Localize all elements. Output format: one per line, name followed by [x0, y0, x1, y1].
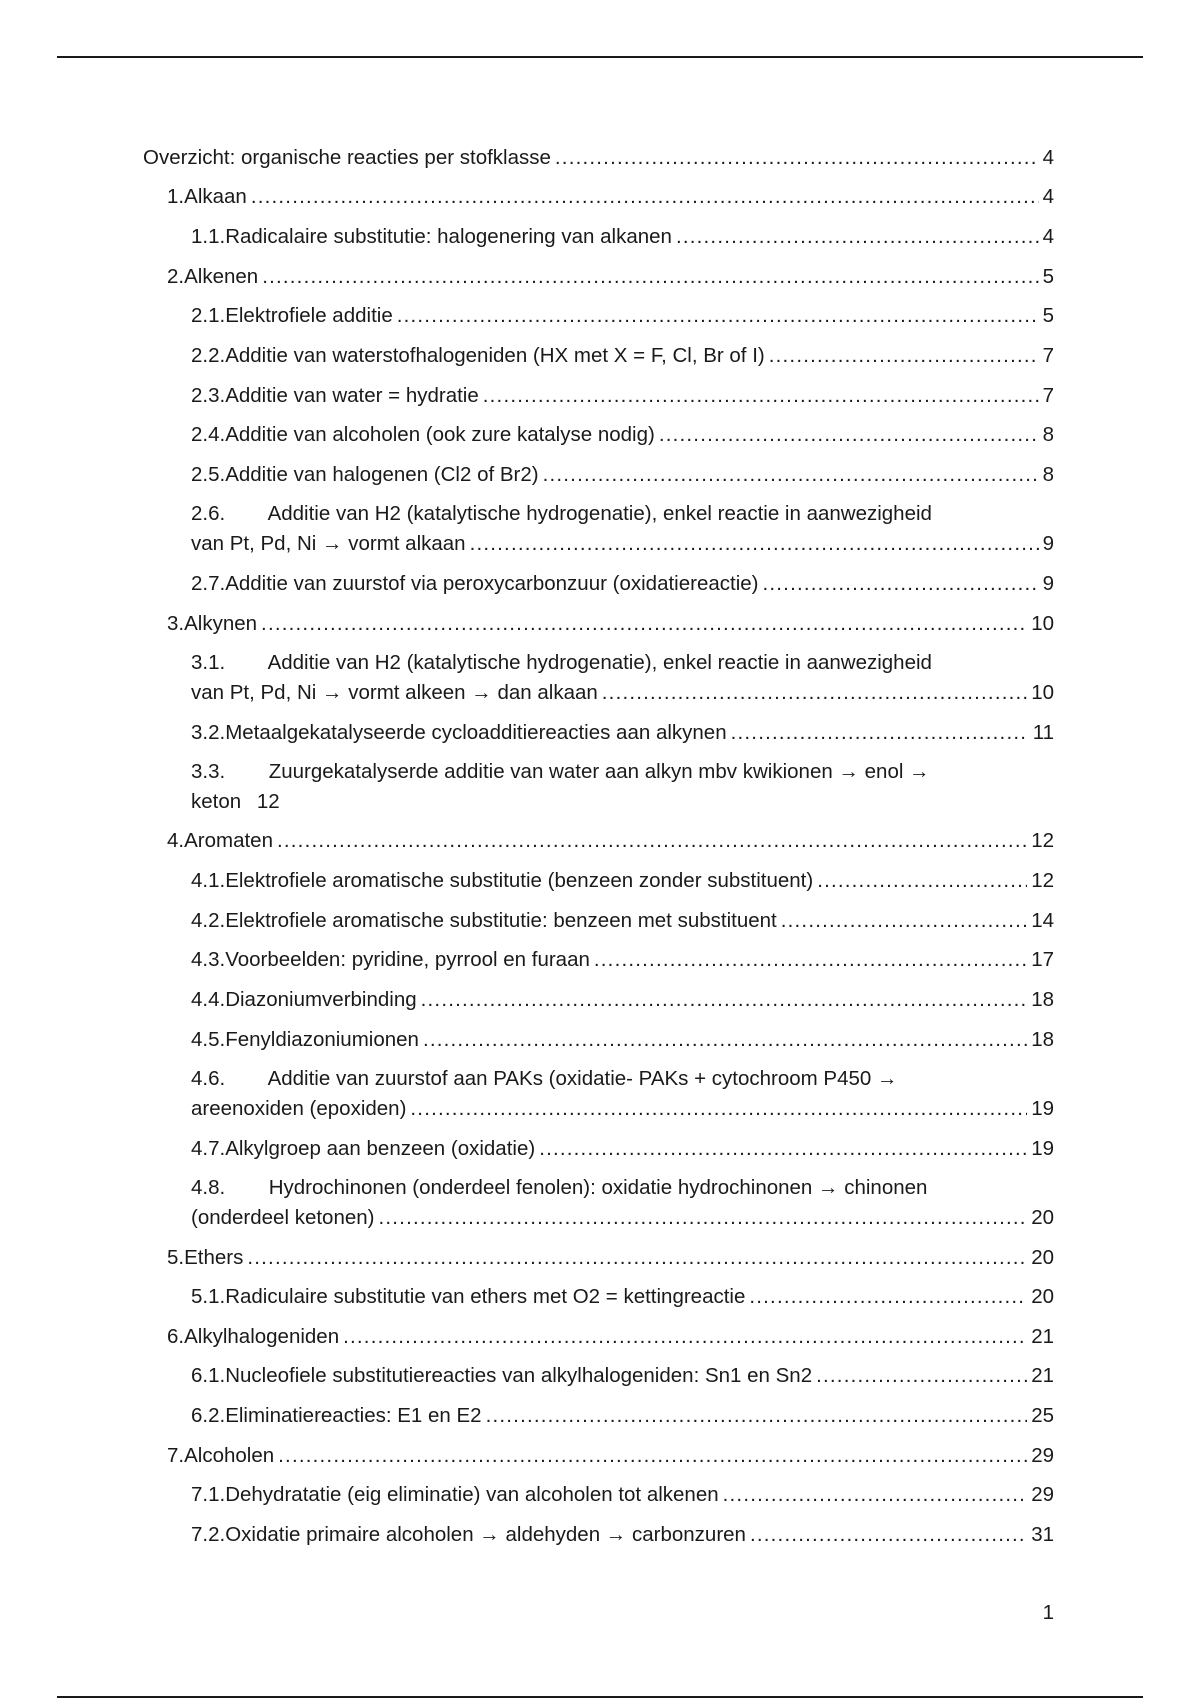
dot-leader: [251, 182, 1039, 212]
toc-page: 10: [1031, 681, 1054, 704]
toc-entry-1[interactable]: [167, 182, 1054, 212]
toc-entry-2-1[interactable]: [191, 301, 1054, 331]
toc-entry-4-1[interactable]: [191, 866, 1054, 896]
toc-number: 4.5.: [191, 1028, 226, 1051]
toc-entry-3[interactable]: [167, 609, 1054, 639]
toc-title: Oxidatie primaire alcoholen → aldehyden → carbonzuren: [225, 1523, 746, 1546]
toc-page: 5: [1042, 304, 1054, 327]
toc-entry-6[interactable]: [167, 1322, 1054, 1352]
toc-number: 3.: [167, 612, 185, 635]
dot-leader: [277, 826, 1027, 856]
toc-page: 8: [1042, 463, 1054, 486]
toc-page: 29: [1031, 1444, 1054, 1467]
toc-entry-4-3[interactable]: [191, 945, 1054, 975]
toc-page: 20: [1031, 1246, 1054, 1269]
toc-page: 4: [1042, 185, 1054, 208]
toc-page: 12: [256, 790, 280, 813]
toc-entry-overview[interactable]: [143, 143, 1054, 173]
toc-number: 5.1.: [191, 1285, 226, 1308]
toc-entry-5-1[interactable]: [191, 1282, 1054, 1312]
toc-entry-2-4[interactable]: [191, 420, 1054, 450]
toc-title: Fenyldiazoniumionen: [225, 1028, 419, 1051]
toc-number: 6.2.: [191, 1404, 226, 1427]
toc-page: 31: [1031, 1523, 1054, 1546]
dot-leader: [659, 420, 1039, 450]
toc-entry-2-5[interactable]: [191, 460, 1054, 490]
toc-entry-2-3[interactable]: [191, 381, 1054, 411]
toc-entry-6-1[interactable]: [191, 1361, 1054, 1391]
toc-number: 4.4.: [191, 988, 226, 1011]
toc-number: 7.: [167, 1444, 185, 1467]
toc-number: 3.2.: [191, 721, 226, 744]
toc-title-line1: Additie van H2 (katalytische hydrogenatie), enkel reactie in aanwezigheid: [267, 651, 932, 674]
dot-leader: [483, 381, 1039, 411]
dot-leader: [731, 718, 1029, 748]
toc-entry-7[interactable]: [167, 1441, 1054, 1471]
toc-title-line1: Hydrochinonen (onderdeel fenolen): oxidatie hydrochinonen → chinonen: [268, 1176, 928, 1199]
toc-page: 4: [1042, 225, 1054, 248]
toc-title: Aromaten: [184, 829, 273, 852]
toc-title: Dehydratatie (eig eliminatie) van alcoholen tot alkenen: [225, 1483, 719, 1506]
toc-page: 9: [1042, 532, 1054, 555]
toc-number: 4.2.: [191, 909, 226, 932]
dot-leader: [749, 1282, 1027, 1312]
toc-title: Radiculaire substitutie van ethers met O2 = kettingreactie: [225, 1285, 746, 1308]
dot-leader: [750, 1520, 1027, 1550]
toc-page: 10: [1031, 612, 1054, 635]
footer-page-number: 1: [1042, 1601, 1054, 1624]
toc-title: Elektrofiele additie: [225, 304, 393, 327]
dot-leader: [262, 262, 1038, 292]
toc-page: 20: [1031, 1285, 1054, 1308]
toc-number: 4.6.: [191, 1067, 226, 1090]
toc-entry-4-6[interactable]: [191, 1064, 1054, 1124]
toc-page: 12: [1031, 869, 1054, 892]
toc-title-line1: Additie van H2 (katalytische hydrogenatie), enkel reactie in aanwezigheid: [267, 502, 932, 525]
toc-title: Additie van alcoholen (ook zure katalyse nodig): [225, 423, 655, 446]
toc-number: 3.1.: [191, 651, 226, 674]
toc-page: 21: [1031, 1364, 1054, 1387]
toc-number: 1.1.: [191, 225, 226, 248]
toc-title: Additie van water = hydratie: [225, 384, 479, 407]
toc-title: Alkaan: [184, 185, 247, 208]
toc-page: 20: [1031, 1206, 1054, 1229]
toc-title: Alkenen: [184, 265, 259, 288]
toc-title: Elektrofiele aromatische substitutie: benzeen met substituent: [225, 909, 777, 932]
toc-entry-4-8[interactable]: [191, 1173, 1054, 1233]
toc-page: 12: [1031, 829, 1054, 852]
toc-page: 14: [1031, 909, 1054, 932]
toc-page: 19: [1031, 1137, 1054, 1160]
toc-title: Alkylgroep aan benzeen (oxidatie): [225, 1137, 536, 1160]
toc-entry-2[interactable]: [167, 262, 1054, 292]
toc-page: 7: [1042, 344, 1054, 367]
dot-leader: [602, 678, 1027, 708]
toc-number: 2.5.: [191, 463, 226, 486]
toc-title-line2: van Pt, Pd, Ni → vormt alkaan: [191, 532, 466, 555]
toc-title: Alkylhalogeniden: [184, 1325, 340, 1348]
toc-number: 4.3.: [191, 948, 226, 971]
toc-entry-7-1[interactable]: [191, 1480, 1054, 1510]
toc-title: Alkynen: [184, 612, 258, 635]
toc-title: Overzicht: organische reacties per stofklasse: [143, 146, 551, 169]
dot-leader: [261, 609, 1027, 639]
dot-leader: [555, 143, 1039, 173]
toc-number: 2.7.: [191, 572, 226, 595]
toc-number: 2.3.: [191, 384, 226, 407]
toc-page: 7: [1042, 384, 1054, 407]
toc-entry-6-2[interactable]: [191, 1401, 1054, 1431]
toc-entry-4[interactable]: [167, 826, 1054, 856]
dot-leader: [817, 866, 1027, 896]
dot-leader: [816, 1361, 1027, 1391]
dot-leader: [486, 1401, 1028, 1431]
toc-number: 2.4.: [191, 423, 226, 446]
toc-title: Radicalaire substitutie: halogenering van alkanen: [225, 225, 672, 248]
toc-entry-3-2[interactable]: [191, 718, 1054, 748]
toc-entry-4-4[interactable]: [191, 985, 1054, 1015]
toc-page: 19: [1031, 1097, 1054, 1120]
toc-page: 18: [1031, 988, 1054, 1011]
toc-page: 5: [1042, 265, 1054, 288]
dot-leader: [723, 1480, 1028, 1510]
toc-page: 25: [1031, 1404, 1054, 1427]
toc-title-line1: Additie van zuurstof aan PAKs (oxidatie- PAKs + cytochroom P450 →: [267, 1067, 898, 1090]
toc-number: 4.7.: [191, 1137, 226, 1160]
toc-page: 11: [1032, 721, 1054, 744]
toc-entry-2-6[interactable]: [191, 499, 1054, 559]
toc-page: 8: [1042, 423, 1054, 446]
toc-number: 4.1.: [191, 869, 226, 892]
dot-leader: [247, 1243, 1027, 1273]
toc-number: 6.: [167, 1325, 185, 1348]
toc-title: Nucleofiele substitutiereacties van alkylhalogeniden: Sn1 en Sn2: [225, 1364, 813, 1387]
toc-page: 9: [1042, 572, 1054, 595]
toc-entry-4-2[interactable]: [191, 906, 1054, 936]
dot-leader: [594, 945, 1027, 975]
dot-leader: [343, 1322, 1027, 1352]
dot-leader: [539, 1134, 1027, 1164]
dot-leader: [379, 1203, 1028, 1233]
toc-title: Voorbeelden: pyridine, pyrrool en furaan: [225, 948, 590, 971]
toc-title-line2: van Pt, Pd, Ni → vormt alkeen → dan alkaan: [191, 681, 598, 704]
toc-entry-3-3[interactable]: [191, 757, 1054, 817]
toc-number: 2.6.: [191, 502, 226, 525]
toc-number: 2.1.: [191, 304, 226, 327]
toc-title: Elektrofiele aromatische substitutie (benzeen zonder substituent): [225, 869, 814, 892]
dot-leader: [781, 906, 1027, 936]
dot-leader: [676, 222, 1039, 252]
toc-entry-5[interactable]: [167, 1243, 1054, 1273]
toc-number: 4.8.: [191, 1176, 226, 1199]
toc-title: Additie van halogenen (Cl2 of Br2): [225, 463, 539, 486]
toc-page: 21: [1031, 1325, 1054, 1348]
toc-number: 7.2.: [191, 1523, 226, 1546]
toc-page: 29: [1031, 1483, 1054, 1506]
dot-leader: [421, 985, 1028, 1015]
toc-number: 2.2.: [191, 344, 226, 367]
toc-page: 18: [1031, 1028, 1054, 1051]
toc-entry-2-2[interactable]: [191, 341, 1054, 371]
dot-leader: [543, 460, 1039, 490]
toc-title: Additie van waterstofhalogeniden (HX met X = F, Cl, Br of I): [225, 344, 765, 367]
toc-page: 17: [1031, 948, 1054, 971]
dot-leader: [410, 1094, 1027, 1124]
toc-title-line1: Zuurgekatalyserde additie van water aan alkyn mbv kwikionen → enol →: [268, 760, 930, 783]
header-rule: [57, 56, 1143, 58]
toc-title: Additie van zuurstof via peroxycarbonzuur (oxidatiereactie): [225, 572, 759, 595]
toc-entry-7-2[interactable]: [191, 1520, 1054, 1550]
toc-number: 6.1.: [191, 1364, 226, 1387]
dot-leader: [397, 301, 1039, 331]
toc-title: Eliminatiereacties: E1 en E2: [225, 1404, 482, 1427]
toc-number: 7.1.: [191, 1483, 226, 1506]
toc-number: 2.: [167, 265, 185, 288]
toc-number: 4.: [167, 829, 185, 852]
toc-title: Alcoholen: [184, 1444, 275, 1467]
footer-rule: [57, 1696, 1143, 1698]
toc-title: Ethers: [184, 1246, 244, 1269]
toc-entry-2-7[interactable]: [191, 569, 1054, 599]
toc-number: 1.: [167, 185, 185, 208]
toc-title-line2: keton: [191, 790, 242, 813]
toc-entry-4-5[interactable]: [191, 1025, 1054, 1055]
toc-number: 5.: [167, 1246, 185, 1269]
toc-entry-1-1[interactable]: [191, 222, 1054, 252]
dot-leader: [423, 1025, 1027, 1055]
dot-leader: [762, 569, 1038, 599]
dot-leader: [769, 341, 1039, 371]
toc-title-line2: (onderdeel ketonen): [191, 1206, 375, 1229]
dot-leader: [470, 529, 1039, 559]
dot-leader: [278, 1441, 1027, 1471]
toc-entry-3-1[interactable]: [191, 648, 1054, 708]
toc-entry-4-7[interactable]: [191, 1134, 1054, 1164]
toc-page: 4: [1042, 146, 1054, 169]
toc-title: Diazoniumverbinding: [225, 988, 417, 1011]
toc-title-line2: areenoxiden (epoxiden): [191, 1097, 407, 1120]
toc-number: 3.3.: [191, 760, 226, 783]
toc-title: Metaalgekatalyseerde cycloadditiereacties aan alkynen: [225, 721, 727, 744]
